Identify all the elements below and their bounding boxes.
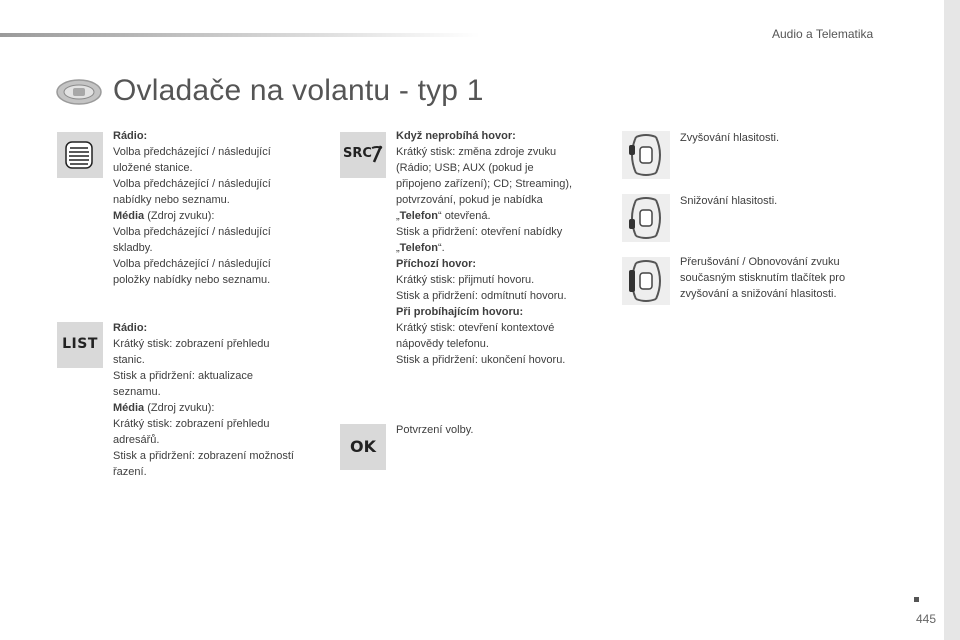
text-line: Krátký stisk: zobrazení přehledu bbox=[113, 418, 270, 430]
telefon-term: Telefon bbox=[399, 242, 438, 254]
volume-down-wheel-icon bbox=[622, 194, 670, 242]
text-line: Stisk a přidržení: odmítnutí hovoru. bbox=[396, 290, 567, 302]
text-line: Stisk a přidržení: aktualizace bbox=[113, 370, 254, 382]
mute-wheel-icon bbox=[622, 257, 670, 305]
volume-down-text: Snižování hlasitosti. bbox=[680, 195, 778, 207]
telefon-term: Telefon bbox=[399, 210, 438, 222]
text-fragment: “. bbox=[437, 242, 445, 254]
media-suffix: (Zdroj zvuku): bbox=[144, 210, 215, 222]
list-button-label: LIST bbox=[62, 336, 98, 352]
steering-wheel-title-icon bbox=[56, 78, 102, 106]
ongoing-call-heading: Při probíhajícím hovoru: bbox=[396, 306, 524, 318]
text-fragment: “ otevřená. bbox=[437, 210, 491, 222]
page-number-dot bbox=[914, 597, 919, 602]
col3-vol-down-text bbox=[680, 193, 777, 209]
text-line: stanic. bbox=[113, 354, 145, 366]
volume-up-wheel-icon bbox=[622, 131, 670, 179]
telephone-handset-icon bbox=[370, 145, 384, 163]
ok-button-label: OK bbox=[350, 437, 376, 456]
text-line: Přerušování / Obnovování zvuku bbox=[680, 256, 840, 268]
text-line: současným stisknutím tlačítek pro bbox=[680, 272, 846, 284]
text-line: potvrzování, pokud je nabídka bbox=[396, 194, 543, 206]
text-line: Krátký stisk: zobrazení přehledu bbox=[113, 338, 270, 350]
col1-block1-text bbox=[113, 128, 271, 288]
list-button-box bbox=[57, 322, 103, 368]
text-line: Volba předcházející / následující bbox=[113, 258, 271, 270]
media-heading: Média bbox=[113, 210, 145, 222]
page-title: Ovladače na volantu - typ 1 bbox=[113, 74, 484, 107]
text-line: Krátký stisk: otevření kontextové bbox=[396, 322, 555, 334]
radio-heading: Rádio: bbox=[113, 130, 148, 142]
text-line: uložené stanice. bbox=[113, 162, 193, 174]
text-line: Volba předcházející / následující bbox=[113, 226, 271, 238]
col1-block2-text bbox=[113, 320, 294, 480]
page-number: 445 bbox=[916, 612, 937, 626]
col2-block1-text bbox=[396, 128, 572, 368]
col2-block2-text bbox=[396, 422, 473, 438]
wheel-scroll-button-box bbox=[57, 132, 103, 178]
text-line: Volba předcházející / následující bbox=[113, 146, 271, 158]
text-line: nápovědy telefonu. bbox=[396, 338, 489, 350]
section-header: Audio a Telematika bbox=[772, 27, 874, 41]
text-line: seznamu. bbox=[113, 386, 161, 398]
text-line: Krátký stisk: změna zdroje zvuku bbox=[396, 146, 557, 158]
text-line: Volba předcházející / následující bbox=[113, 178, 271, 190]
right-edge-strip bbox=[944, 0, 960, 640]
scroll-wheel-icon bbox=[57, 132, 103, 178]
volume-up-text: Zvyšování hlasitosti. bbox=[680, 132, 780, 144]
text-line bbox=[396, 208, 572, 224]
text-line: Krátký stisk: přijmutí hovoru. bbox=[396, 274, 535, 286]
radio-heading: Rádio: bbox=[113, 322, 148, 334]
top-decorative-bar bbox=[0, 33, 480, 37]
text-line: připojeno zařízení); CD; Streaming), bbox=[396, 178, 573, 190]
src-button-box bbox=[340, 132, 386, 178]
ok-button-box bbox=[340, 424, 386, 470]
text-line: (Rádio; USB; AUX (pokud je bbox=[396, 162, 534, 174]
text-line: zvyšování a snižování hlasitosti. bbox=[680, 288, 837, 300]
text-line: skladby. bbox=[113, 242, 153, 254]
media-heading-line bbox=[113, 400, 294, 416]
text-line: řazení. bbox=[113, 466, 147, 478]
col3-mute-text bbox=[680, 254, 845, 302]
src-label-text: SRC bbox=[343, 146, 372, 161]
text-line: nabídky nebo seznamu. bbox=[113, 194, 230, 206]
no-call-heading: Když neprobíhá hovor: bbox=[396, 130, 516, 142]
media-heading-line bbox=[113, 208, 271, 224]
text-line: adresářů. bbox=[113, 434, 160, 446]
col3-vol-up-text bbox=[680, 130, 779, 146]
quote-open: „ bbox=[396, 210, 400, 222]
text-line: Stisk a přidržení: zobrazení možností bbox=[113, 450, 294, 462]
text-line bbox=[396, 240, 572, 256]
text-line: položky nabídky nebo seznamu. bbox=[113, 274, 271, 286]
media-suffix: (Zdroj zvuku): bbox=[144, 402, 215, 414]
media-heading: Média bbox=[113, 402, 145, 414]
text-line: Stisk a přidržení: ukončení hovoru. bbox=[396, 354, 566, 366]
incoming-call-heading: Příchozí hovor: bbox=[396, 258, 477, 270]
quote-open: „ bbox=[396, 242, 400, 254]
text-line: Stisk a přidržení: otevření nabídky bbox=[396, 226, 563, 238]
text-line: Potvrzení volby. bbox=[396, 424, 474, 436]
